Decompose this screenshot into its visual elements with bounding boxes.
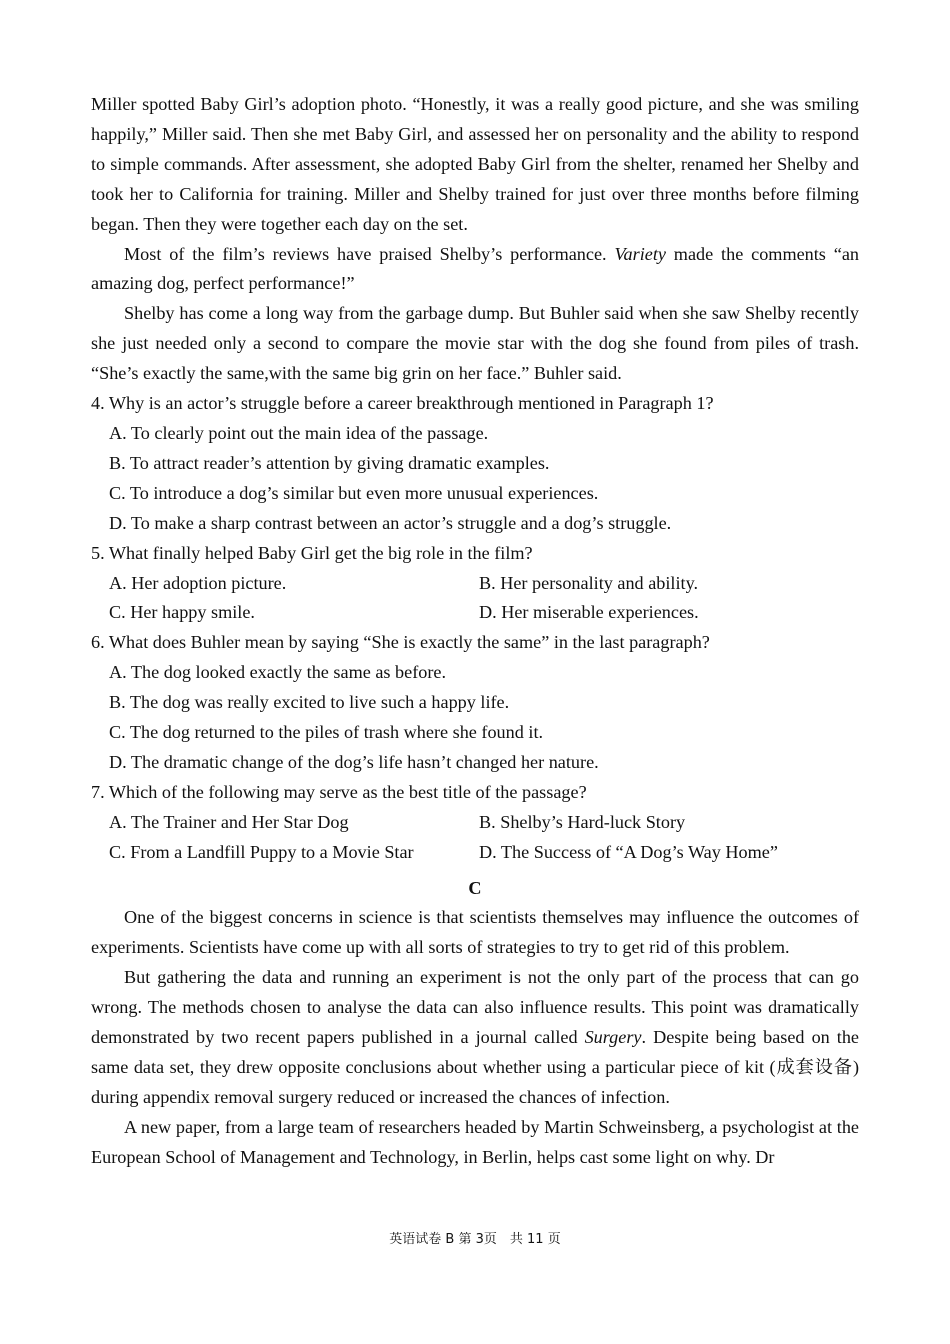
text-run: . Despite being based on the same data set, they drew opposite conclusions about whether using a particular piece of kit (成套设备) during appendix removal surgery reduced or increased the chances of infection. (91, 1027, 860, 1107)
text-run: But gathering the data and running an experiment is not the only part of the process that can go wrong. The methods chosen to analyse the data can also influence results. This point was dramatically demonstrated by two recent papers published in a journal called (91, 967, 859, 1048)
option: C. The dog returned to the piles of trash where she found it. (109, 722, 544, 743)
option: C. From a Landfill Puppy to a Movie Star (109, 841, 414, 862)
question-stem: 6. What does Buhler mean by saying “She is exactly the same” in the last paragraph? (91, 632, 710, 653)
option-row (109, 808, 859, 838)
option: B. Her personality and ability. (479, 572, 699, 593)
option: D. To make a sharp contrast between an actor’s struggle and a dog’s struggle. (109, 512, 672, 533)
option: A. The dog looked exactly the same as before. (109, 662, 447, 683)
text-run: made the comments “an amazing dog, perfect performance!” (91, 243, 859, 294)
option: D. The Success of “A Dog’s Way Home” (479, 841, 778, 862)
section-heading: C (468, 877, 482, 898)
document-page (91, 90, 859, 1173)
italic-title: Surgery (584, 1027, 642, 1048)
italic-title: Variety (614, 243, 666, 264)
question-stem: 4. Why is an actor’s struggle before a career breakthrough mentioned in Paragraph 1? (91, 393, 714, 414)
paragraph: A new paper, from a large team of researchers headed by Martin Schweinsberg, a psychologist at the European School of Management and Technology, in Berlin, helps cast some light on why. Dr (91, 1116, 859, 1167)
option-row (109, 569, 859, 599)
paragraph: One of the biggest concerns in science is that scientists themselves may influence the outcomes of experiments. Scientists have come up with all sorts of strategies to try to get rid of this problem. (91, 907, 859, 958)
option: D. The dramatic change of the dog’s life hasn’t changed her nature. (109, 751, 599, 772)
option-row (109, 838, 859, 868)
text-run: Most of the film’s reviews have praised Shelby’s performance. (124, 243, 615, 264)
option: D. Her miserable experiences. (479, 602, 699, 623)
option: A. Her adoption picture. (109, 572, 287, 593)
option: B. The dog was really excited to live such a happy life. (109, 692, 510, 713)
paragraph (91, 963, 859, 1113)
option: B. To attract reader’s attention by giving dramatic examples. (109, 452, 550, 473)
option: C. Her happy smile. (109, 602, 255, 623)
option: C. To introduce a dog’s similar but even more unusual experiences. (109, 482, 599, 503)
paragraph: Shelby has come a long way from the garbage dump. But Buhler said when she saw Shelby recently she just needed only a second to compare the movie star with the dog she found from piles of trash. “She’s exactly the same,with the same big grin on her face.” Buhler said. (91, 303, 859, 384)
question-stem: 5. What finally helped Baby Girl get the big role in the film? (91, 542, 533, 563)
paragraph: Miller spotted Baby Girl’s adoption photo. “Honestly, it was a really good picture, and she was smiling happily,” Miller said. Then she met Baby Girl, and assessed her on personality and the ability to respond to simple commands. After assessment, she adopted Baby Girl from the shelter, renamed her Shelby and took her to California for training. Miller and Shelby trained for just over three months before filming began. Then they were together each day on the set. (91, 94, 859, 234)
option: B. Shelby’s Hard-luck Story (479, 811, 686, 832)
page-footer: 英语试卷 B 第 3页 共 11 页 (389, 1232, 561, 1247)
option: A. The Trainer and Her Star Dog (109, 811, 349, 832)
option-row (109, 598, 859, 628)
question-stem: 7. Which of the following may serve as the best title of the passage? (91, 781, 587, 802)
option: A. To clearly point out the main idea of the passage. (109, 422, 489, 443)
paragraph (91, 240, 859, 300)
